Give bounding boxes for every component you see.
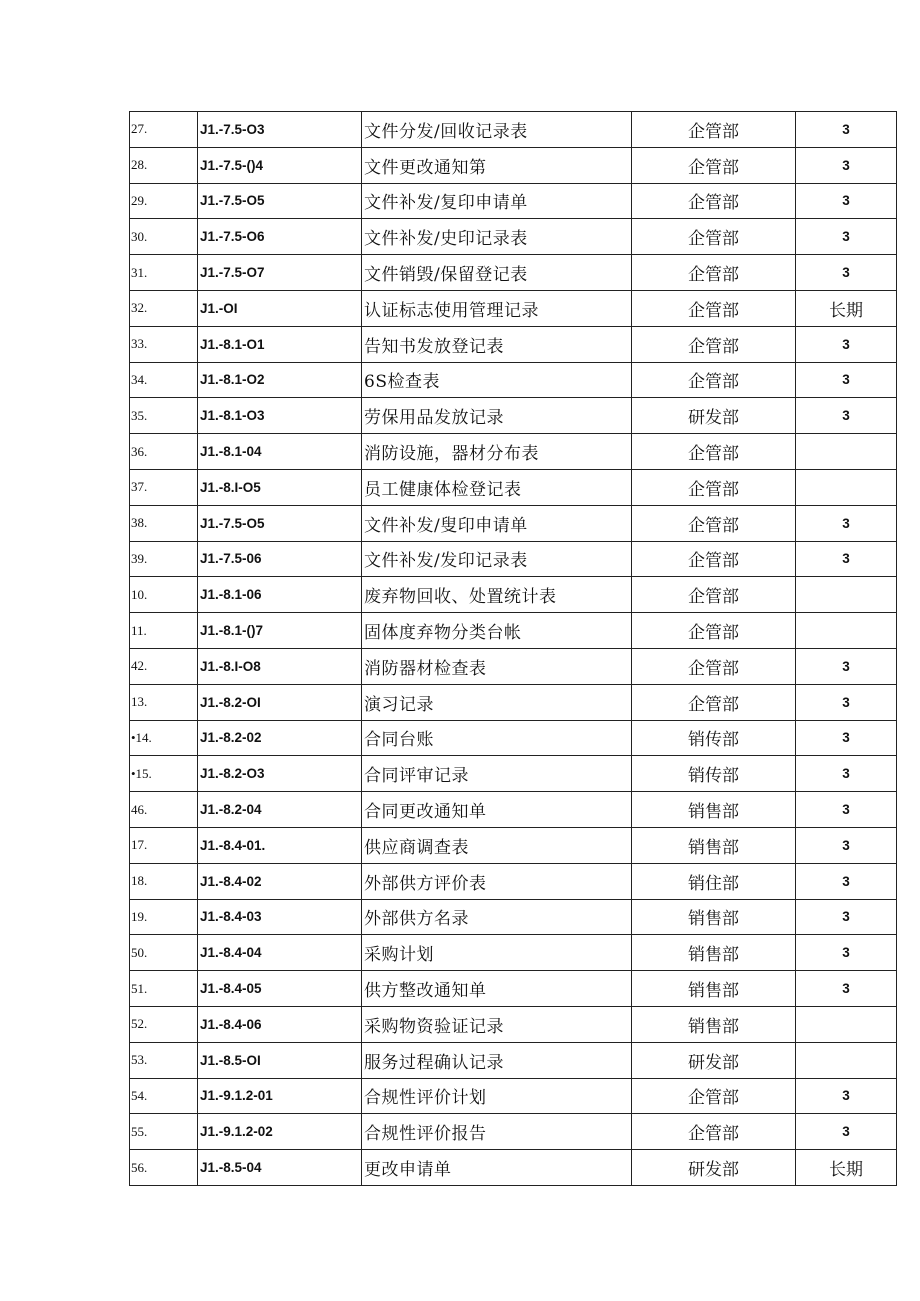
table-row [130, 577, 897, 613]
table-row [130, 648, 897, 684]
record-name-cell: 认证标志使用管理记录 [362, 290, 632, 326]
table-row [130, 469, 897, 505]
record-code-cell: J1.-7.5-O6 [198, 219, 362, 255]
record-name-cell: 文件更改通知第 [362, 147, 632, 183]
retention-period-cell: 3 [796, 541, 897, 577]
record-number-cell: 55. [130, 1114, 198, 1150]
retention-period-cell: 3 [796, 219, 897, 255]
record-name-cell: 废弃物回收、处置统计表 [362, 577, 632, 613]
record-name-cell: 演习记录 [362, 684, 632, 720]
record-number-cell: 53. [130, 1042, 198, 1078]
record-name-cell: 合规性评价计划 [362, 1078, 632, 1114]
table-row [130, 219, 897, 255]
retention-period-cell: 3 [796, 863, 897, 899]
record-name-cell: 6S检查表 [362, 362, 632, 398]
table-row [130, 183, 897, 219]
department-cell: 销售部 [632, 971, 796, 1007]
retention-period-cell: 3 [796, 935, 897, 971]
retention-period-cell: 3 [796, 1078, 897, 1114]
record-name-cell: 固体度弃物分类台帐 [362, 613, 632, 649]
retention-period-cell [796, 613, 897, 649]
record-name-cell: 外部供方名录 [362, 899, 632, 935]
retention-period-cell: 3 [796, 255, 897, 291]
record-name-cell: 文件补发/史印记录表 [362, 219, 632, 255]
table-row [130, 935, 897, 971]
department-cell: 销住部 [632, 863, 796, 899]
record-code-cell: J1.-8.2-02 [198, 720, 362, 756]
record-code-cell: J1.-7.5-()4 [198, 147, 362, 183]
department-cell: 企管部 [632, 326, 796, 362]
table-row [130, 899, 897, 935]
record-number-cell: 10. [130, 577, 198, 613]
record-number-cell: 37. [130, 469, 198, 505]
record-number-cell: 27. [130, 112, 198, 148]
record-code-cell: J1.-8.4-04 [198, 935, 362, 971]
retention-period-cell: 3 [796, 398, 897, 434]
record-code-cell: J1.-8.I-O5 [198, 469, 362, 505]
table-row [130, 863, 897, 899]
record-number-cell: 56. [130, 1150, 198, 1186]
record-number-cell: 18. [130, 863, 198, 899]
record-code-cell: J1.-8.5-04 [198, 1150, 362, 1186]
record-number-cell: 50. [130, 935, 198, 971]
record-number-cell: 30. [130, 219, 198, 255]
record-number-cell: 13. [130, 684, 198, 720]
record-name-cell: 更改申请单 [362, 1150, 632, 1186]
department-cell: 企管部 [632, 434, 796, 470]
department-cell: 销售部 [632, 827, 796, 863]
retention-period-cell: 3 [796, 684, 897, 720]
table-row [130, 1078, 897, 1114]
record-number-cell: 29. [130, 183, 198, 219]
table-row [130, 434, 897, 470]
record-number-cell: 33. [130, 326, 198, 362]
retention-period-cell [796, 577, 897, 613]
record-number-cell: 34. [130, 362, 198, 398]
record-name-cell: 外部供方评价表 [362, 863, 632, 899]
record-name-cell: 供应商调查表 [362, 827, 632, 863]
record-code-cell: J1.-7.5-O5 [198, 505, 362, 541]
record-code-cell: J1.-8.2-O3 [198, 756, 362, 792]
record-number-cell: 54. [130, 1078, 198, 1114]
table-row [130, 541, 897, 577]
record-name-cell: 供方整改通知单 [362, 971, 632, 1007]
table-row [130, 326, 897, 362]
department-cell: 研发部 [632, 398, 796, 434]
record-code-cell: J1.-8.5-OI [198, 1042, 362, 1078]
record-code-cell: J1.-7.5-06 [198, 541, 362, 577]
retention-period-cell: 3 [796, 183, 897, 219]
record-name-cell: 告知书发放登记表 [362, 326, 632, 362]
record-code-cell: J1.-8.4-06 [198, 1006, 362, 1042]
department-cell: 销售部 [632, 1006, 796, 1042]
record-code-cell: J1.-7.5-O3 [198, 112, 362, 148]
retention-period-cell: 3 [796, 756, 897, 792]
department-cell: 企管部 [632, 362, 796, 398]
retention-period-cell [796, 1042, 897, 1078]
retention-period-cell: 3 [796, 720, 897, 756]
records-table [129, 111, 897, 1186]
records-table-body [130, 112, 897, 1186]
record-number-cell: 35. [130, 398, 198, 434]
retention-period-cell: 3 [796, 648, 897, 684]
record-number-cell: 17. [130, 827, 198, 863]
department-cell: 企管部 [632, 577, 796, 613]
retention-period-cell: 3 [796, 899, 897, 935]
record-name-cell: 文件补发/发印记录表 [362, 541, 632, 577]
table-row [130, 613, 897, 649]
retention-period-cell: 3 [796, 326, 897, 362]
record-number-cell: 36. [130, 434, 198, 470]
record-number-cell: 39. [130, 541, 198, 577]
retention-period-cell [796, 1006, 897, 1042]
department-cell: 企管部 [632, 613, 796, 649]
department-cell: 企管部 [632, 469, 796, 505]
department-cell: 企管部 [632, 684, 796, 720]
record-code-cell: J1.-8.1-O1 [198, 326, 362, 362]
table-row [130, 1114, 897, 1150]
department-cell: 销传部 [632, 720, 796, 756]
table-row [130, 112, 897, 148]
record-number-cell: 28. [130, 147, 198, 183]
retention-period-cell [796, 469, 897, 505]
record-code-cell: J1.-8.4-05 [198, 971, 362, 1007]
table-row [130, 147, 897, 183]
department-cell: 企管部 [632, 147, 796, 183]
record-name-cell: 服务过程确认记录 [362, 1042, 632, 1078]
record-name-cell: 合同台账 [362, 720, 632, 756]
table-row [130, 1042, 897, 1078]
record-code-cell: J1.-8.I-O8 [198, 648, 362, 684]
department-cell: 企管部 [632, 505, 796, 541]
record-name-cell: 文件补发/叟印申请单 [362, 505, 632, 541]
record-name-cell: 文件分发/回收记录表 [362, 112, 632, 148]
record-name-cell: 劳保用品发放记录 [362, 398, 632, 434]
record-code-cell: J1.-8.4-03 [198, 899, 362, 935]
record-code-cell: J1.-8.1-04 [198, 434, 362, 470]
record-code-cell: J1.-8.1-06 [198, 577, 362, 613]
record-number-cell: •14. [130, 720, 198, 756]
table-row [130, 290, 897, 326]
record-name-cell: 合规性评价报告 [362, 1114, 632, 1150]
department-cell: 企管部 [632, 183, 796, 219]
record-code-cell: J1.-8.1-()7 [198, 613, 362, 649]
department-cell: 销售部 [632, 899, 796, 935]
department-cell: 企管部 [632, 648, 796, 684]
department-cell: 企管部 [632, 219, 796, 255]
table-row [130, 827, 897, 863]
record-number-cell: 42. [130, 648, 198, 684]
record-code-cell: J1.-7.5-O5 [198, 183, 362, 219]
record-code-cell: J1.-8.4-02 [198, 863, 362, 899]
record-code-cell: J1.-8.1-O2 [198, 362, 362, 398]
record-number-cell: 46. [130, 792, 198, 828]
record-name-cell: 采购物资验证记录 [362, 1006, 632, 1042]
record-name-cell: 文件销毁/保留登记表 [362, 255, 632, 291]
retention-period-cell: 3 [796, 112, 897, 148]
record-number-cell: 51. [130, 971, 198, 1007]
department-cell: 研发部 [632, 1042, 796, 1078]
table-row [130, 362, 897, 398]
table-row [130, 255, 897, 291]
table-row [130, 720, 897, 756]
retention-period-cell: 3 [796, 362, 897, 398]
record-code-cell: J1.-8.2-04 [198, 792, 362, 828]
record-number-cell: 19. [130, 899, 198, 935]
record-name-cell: 消防器材检查表 [362, 648, 632, 684]
department-cell: 企管部 [632, 290, 796, 326]
record-code-cell: J1.-8.1-O3 [198, 398, 362, 434]
record-name-cell: 合同评审记录 [362, 756, 632, 792]
table-row [130, 505, 897, 541]
record-name-cell: 消防设施，器材分布表 [362, 434, 632, 470]
record-code-cell: J1.-7.5-O7 [198, 255, 362, 291]
department-cell: 销售部 [632, 792, 796, 828]
record-number-cell: 11. [130, 613, 198, 649]
record-number-cell: 31. [130, 255, 198, 291]
retention-period-cell [796, 434, 897, 470]
record-name-cell: 员工健康体检登记表 [362, 469, 632, 505]
department-cell: 企管部 [632, 1078, 796, 1114]
table-row [130, 398, 897, 434]
retention-period-cell: 3 [796, 147, 897, 183]
record-name-cell: 合同更改通知单 [362, 792, 632, 828]
retention-period-cell: 3 [796, 792, 897, 828]
record-number-cell: •15. [130, 756, 198, 792]
retention-period-cell: 3 [796, 827, 897, 863]
record-name-cell: 文件补发/复印申请单 [362, 183, 632, 219]
record-code-cell: J1.-OI [198, 290, 362, 326]
record-code-cell: J1.-9.1.2-02 [198, 1114, 362, 1150]
table-row [130, 1150, 897, 1186]
table-row [130, 756, 897, 792]
department-cell: 企管部 [632, 112, 796, 148]
department-cell: 企管部 [632, 541, 796, 577]
department-cell: 研发部 [632, 1150, 796, 1186]
record-code-cell: J1.-9.1.2-01 [198, 1078, 362, 1114]
table-row [130, 792, 897, 828]
table-row [130, 684, 897, 720]
retention-period-cell: 3 [796, 1114, 897, 1150]
retention-period-cell: 3 [796, 971, 897, 1007]
department-cell: 企管部 [632, 255, 796, 291]
department-cell: 销传部 [632, 756, 796, 792]
record-number-cell: 52. [130, 1006, 198, 1042]
record-code-cell: J1.-8.4-01. [198, 827, 362, 863]
record-code-cell: J1.-8.2-OI [198, 684, 362, 720]
retention-period-cell: 3 [796, 505, 897, 541]
record-name-cell: 采购计划 [362, 935, 632, 971]
retention-period-cell: 长期 [796, 1150, 897, 1186]
retention-period-cell: 长期 [796, 290, 897, 326]
table-row [130, 971, 897, 1007]
record-number-cell: 32. [130, 290, 198, 326]
table-row [130, 1006, 897, 1042]
department-cell: 销售部 [632, 935, 796, 971]
department-cell: 企管部 [632, 1114, 796, 1150]
record-number-cell: 38. [130, 505, 198, 541]
